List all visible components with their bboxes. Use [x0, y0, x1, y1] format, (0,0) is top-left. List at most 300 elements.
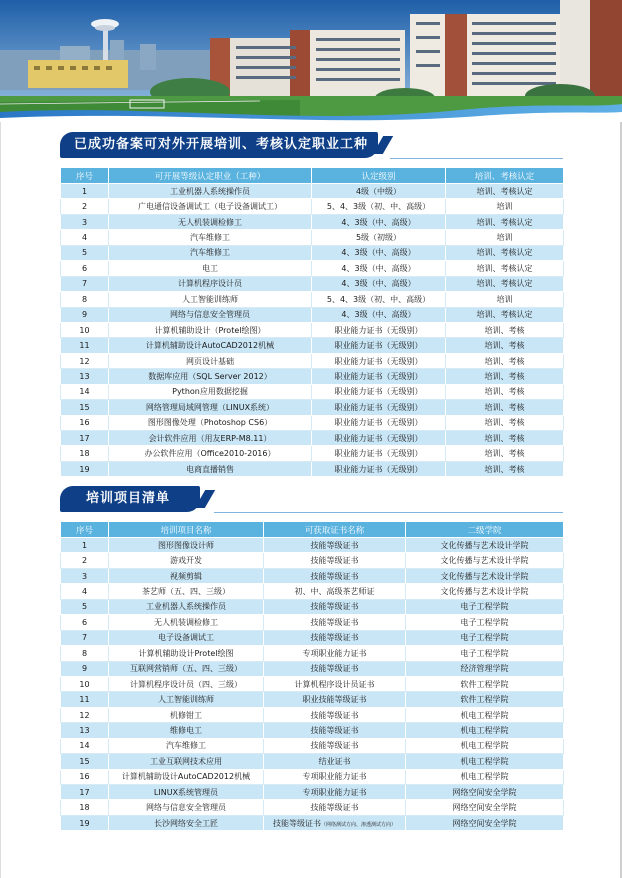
cell-text: 软件工程学院 — [460, 695, 509, 705]
cell-text: 职业能力证书（无级别） — [334, 464, 423, 474]
cell-text: 3 — [81, 571, 88, 581]
table-cell — [446, 199, 564, 214]
table-cell — [109, 400, 312, 415]
table-cell — [61, 292, 109, 307]
table-cell — [61, 785, 109, 800]
cell-text: 数据库应用（SQL Server 2012） — [148, 371, 272, 381]
section2-header — [60, 486, 210, 512]
table-row — [61, 707, 564, 722]
cell-text: 17 — [79, 433, 90, 443]
cell-text: 4、3级（中、高级） — [341, 248, 416, 258]
table-cell — [61, 692, 109, 707]
table-cell — [109, 461, 312, 476]
cell-text: 培训、考核 — [484, 371, 525, 381]
cell-text: 经济管理学院 — [460, 664, 509, 674]
table-cell — [61, 738, 109, 753]
table-cell — [61, 800, 109, 815]
col-header-certificate: 可获取证书名称 — [264, 522, 406, 538]
cell-text: 结业证书 — [318, 756, 351, 766]
table-cell — [109, 431, 312, 446]
section2-title: 培训项目清单 — [86, 491, 171, 506]
section1-header — [60, 132, 390, 158]
table-row — [61, 754, 564, 769]
cell-text: 10 — [79, 325, 90, 335]
cell-text: 5级（初级） — [355, 233, 402, 243]
table-row — [61, 553, 564, 568]
table-cell — [109, 338, 312, 353]
table-cell — [109, 584, 264, 599]
table-cell — [109, 568, 264, 583]
cell-text: 培训、考核认定 — [476, 310, 533, 320]
table-cell — [61, 369, 109, 384]
table-cell — [406, 599, 564, 614]
page-frame-left — [0, 122, 1, 878]
col-header-project: 培训项目名称 — [109, 522, 264, 538]
cell-text: 专项职业能力证书 — [302, 648, 367, 658]
cell-note: （网络测试方向、渗透测试方向） — [320, 821, 396, 828]
cell-text: 13 — [79, 725, 90, 735]
table-cell — [109, 723, 264, 738]
table-cell — [61, 723, 109, 738]
cell-text: 职业能力证书（无级别） — [334, 341, 423, 351]
table-cell — [61, 568, 109, 583]
cell-text: 游戏开发 — [170, 556, 202, 566]
cell-text: 培训、考核 — [484, 341, 525, 351]
table-row — [61, 199, 564, 214]
table-cell — [264, 692, 406, 707]
cell-text: 电子工程学院 — [460, 633, 509, 643]
cell-text: 机修钳工 — [170, 710, 202, 720]
cell-text: 7 — [81, 279, 88, 289]
cell-text: 18 — [79, 449, 90, 459]
cell-text: 17 — [79, 787, 90, 797]
cell-text: 职业技能等级证书 — [302, 695, 367, 705]
section1-title: 已成功备案可对外开展培训、考核认定职业工种 — [74, 137, 369, 152]
cell-text: 汽车维修工 — [166, 741, 206, 751]
table-cell — [109, 292, 312, 307]
col-header-certify: 培训、考核认定 — [446, 168, 564, 184]
table-cell — [406, 754, 564, 769]
cell-text: 机电工程学院 — [460, 772, 509, 782]
table-cell — [264, 754, 406, 769]
campus-photo-icon — [0, 0, 622, 122]
table-cell — [406, 568, 564, 583]
table-cell — [406, 538, 564, 553]
cell-text: 技能等级证书 — [310, 571, 359, 581]
table-row — [61, 261, 564, 276]
table-row — [61, 692, 564, 707]
training-table — [60, 521, 564, 831]
table-row — [61, 568, 564, 583]
cell-text: 电商直播销售 — [186, 464, 234, 474]
cell-text: 技能等级证书 — [310, 803, 359, 813]
cell-text: 16 — [79, 418, 90, 428]
cell-text: 茶艺师（五、四、三级） — [142, 587, 230, 597]
table-cell — [406, 738, 564, 753]
table-cell — [61, 707, 109, 722]
cell-text: 职业能力证书（无级别） — [334, 402, 423, 412]
cell-text: 电子工程学院 — [460, 602, 509, 612]
table-cell — [264, 707, 406, 722]
cell-text: 职业能力证书（无级别） — [334, 433, 423, 443]
cell-text: 6 — [81, 263, 88, 273]
table-cell — [312, 322, 446, 337]
table-cell — [109, 599, 264, 614]
cell-text: 技能等级证书 — [310, 725, 359, 735]
table-cell — [109, 245, 312, 260]
cell-text: 培训 — [496, 202, 513, 212]
cell-text: 4、3级（中、高级） — [341, 310, 416, 320]
cell-text: 培训、考核 — [484, 418, 525, 428]
table-cell — [406, 707, 564, 722]
table-cell — [406, 769, 564, 784]
table-cell — [109, 553, 264, 568]
table-cell — [446, 353, 564, 368]
cell-text: 培训、考核 — [484, 402, 525, 412]
cell-text: 工业互联网技术应用 — [150, 756, 222, 766]
table-cell — [446, 446, 564, 461]
cell-text: 技能等级证书 — [310, 602, 359, 612]
table-cell — [61, 553, 109, 568]
table-row — [61, 384, 564, 399]
cell-text: 培训、考核认定 — [476, 279, 533, 289]
table-cell — [264, 615, 406, 630]
table-cell — [264, 815, 406, 830]
cell-text: 电工 — [202, 263, 218, 273]
cell-text: 网络空间安全学院 — [452, 787, 517, 797]
cell-text: 技能等级证书 — [310, 540, 359, 550]
table-cell — [406, 815, 564, 830]
table-cell — [312, 461, 446, 476]
cell-text: 网络与信息安全管理员 — [146, 803, 226, 813]
table-row — [61, 599, 564, 614]
cell-text: 计算机程序设计员证书 — [294, 679, 375, 689]
table-cell — [109, 384, 312, 399]
table-cell — [312, 245, 446, 260]
table-cell — [109, 815, 264, 830]
cell-text: 视频剪辑 — [170, 571, 202, 581]
cell-text: 职业能力证书（无级别） — [334, 356, 423, 366]
cell-text: 专项职业能力证书 — [302, 787, 367, 797]
cell-text: 会计软件应用（用友ERP-M8.11） — [148, 433, 272, 443]
table-cell — [312, 369, 446, 384]
cell-text: 11 — [79, 341, 90, 351]
table-cell — [61, 199, 109, 214]
cell-text: 电子工程学院 — [460, 648, 509, 658]
table-row — [61, 415, 564, 430]
table-cell — [61, 630, 109, 645]
cell-text: 技能等级证书 — [310, 741, 359, 751]
cell-text: 职业能力证书（无级别） — [334, 449, 423, 459]
table-cell — [446, 384, 564, 399]
cell-text: 19 — [79, 818, 90, 828]
cell-text: 7 — [81, 633, 88, 643]
cell-text: 网络管理局域网管理（LINUX系统） — [145, 402, 275, 412]
table-cell — [61, 261, 109, 276]
cell-text: 14 — [79, 741, 90, 751]
table-row — [61, 538, 564, 553]
table-row — [61, 245, 564, 260]
cell-text: 机电工程学院 — [460, 756, 509, 766]
table-cell — [61, 646, 109, 661]
campus-photo-banner — [0, 0, 622, 122]
table-cell — [109, 446, 312, 461]
table-cell — [264, 646, 406, 661]
cell-text: Python应用数据挖掘 — [172, 387, 248, 397]
table-cell — [109, 692, 264, 707]
cell-text: 工业机器人系统操作员 — [146, 602, 226, 612]
table-cell — [312, 199, 446, 214]
cell-text: 无人机装调检修工 — [178, 217, 242, 227]
table-cell — [109, 199, 312, 214]
cell-text: 计算机程序设计员 — [178, 279, 242, 289]
col-header-no: 序号 — [61, 168, 109, 184]
table-cell — [61, 384, 109, 399]
table-cell — [61, 431, 109, 446]
table-row — [61, 615, 564, 630]
table-header-row — [61, 168, 564, 184]
table-cell — [446, 415, 564, 430]
table-cell — [446, 184, 564, 199]
table-cell — [61, 400, 109, 415]
table-header-row — [61, 522, 564, 538]
table-cell — [264, 568, 406, 583]
cell-text: 1 — [81, 540, 88, 550]
table-cell — [264, 538, 406, 553]
cell-text: 13 — [79, 371, 90, 381]
table-cell — [61, 615, 109, 630]
table-cell — [312, 276, 446, 291]
table-cell — [109, 276, 312, 291]
cell-text: 网络空间安全学院 — [452, 818, 517, 828]
table-cell — [109, 738, 264, 753]
table-row — [61, 292, 564, 307]
table-row — [61, 230, 564, 245]
table-cell — [264, 553, 406, 568]
cell-text: 8 — [81, 648, 88, 658]
cell-text: 计算机辅助设计Protel绘图 — [138, 648, 234, 658]
cell-text: 2 — [81, 202, 88, 212]
cell-text: 计算机辅助设计AutoCAD2012机械 — [121, 772, 251, 782]
table-cell — [109, 785, 264, 800]
cell-text: 12 — [79, 710, 90, 720]
cell-text: 5 — [81, 248, 88, 258]
table-cell — [264, 661, 406, 676]
section2-underline — [214, 512, 563, 513]
cell-text: 计算机辅助设计AutoCAD2012机械 — [145, 341, 275, 351]
table-cell — [446, 461, 564, 476]
cell-text: 9 — [81, 310, 88, 320]
cell-text: 1 — [81, 186, 88, 196]
cell-text: 软件工程学院 — [460, 679, 509, 689]
table-cell — [446, 431, 564, 446]
table-cell — [446, 307, 564, 322]
table-cell — [61, 307, 109, 322]
table-cell — [61, 815, 109, 830]
cell-text: 培训、考核 — [484, 464, 525, 474]
table-cell — [264, 676, 406, 691]
col-header-occupation: 可开展等级认定职业（工种） — [109, 168, 312, 184]
table-cell — [446, 369, 564, 384]
cell-text: 文化传播与艺术设计学院 — [440, 540, 529, 550]
table-cell — [406, 785, 564, 800]
table-cell — [446, 400, 564, 415]
table-cell — [109, 646, 264, 661]
table-cell — [61, 230, 109, 245]
table-cell — [109, 754, 264, 769]
table-cell — [264, 738, 406, 753]
table-cell — [61, 769, 109, 784]
table-cell — [109, 261, 312, 276]
table-cell — [406, 584, 564, 599]
cell-text: 网页设计基础 — [186, 356, 234, 366]
cell-text: 广电通信设备调试工（电子设备调试工） — [138, 202, 282, 212]
cell-text: 技能等级证书 — [272, 818, 321, 828]
table-row — [61, 184, 564, 199]
table-cell — [109, 661, 264, 676]
table-cell — [109, 214, 312, 229]
cell-text: 图形图像处理（Photoshop CS6） — [147, 418, 273, 428]
cell-text: 培训、考核 — [484, 433, 525, 443]
table-row — [61, 630, 564, 645]
table-cell — [109, 676, 264, 691]
cell-text: 培训、考核 — [484, 356, 525, 366]
section1-underline — [390, 158, 563, 159]
table-cell — [61, 322, 109, 337]
table-row — [61, 738, 564, 753]
table-cell — [61, 538, 109, 553]
table-cell — [61, 415, 109, 430]
table-row — [61, 214, 564, 229]
cell-text: 6 — [81, 617, 88, 627]
table-cell — [312, 400, 446, 415]
table-cell — [312, 384, 446, 399]
table-cell — [406, 800, 564, 815]
cell-text: 15 — [79, 402, 90, 412]
cell-text: 培训、考核认定 — [476, 263, 533, 273]
table-row — [61, 353, 564, 368]
cell-text: 无人机装调检修工 — [154, 617, 218, 627]
cell-text: 4、3级（中、高级） — [341, 279, 416, 289]
table-cell — [446, 230, 564, 245]
table-cell — [61, 338, 109, 353]
cell-text: 培训、考核认定 — [476, 217, 533, 227]
table-cell — [109, 230, 312, 245]
cell-text: 培训、考核认定 — [476, 248, 533, 258]
cell-text: 人工智能训练师 — [158, 695, 214, 705]
table-cell — [61, 461, 109, 476]
cell-text: 技能等级证书 — [310, 617, 359, 627]
table-cell — [406, 646, 564, 661]
cell-text: 4 — [81, 233, 88, 243]
cell-text: 职业能力证书（无级别） — [334, 418, 423, 428]
table-cell — [312, 338, 446, 353]
cell-text: 文化传播与艺术设计学院 — [440, 556, 529, 566]
table-cell — [312, 184, 446, 199]
table-row — [61, 815, 564, 830]
cell-text: 文化传播与艺术设计学院 — [440, 571, 529, 581]
table-cell — [109, 322, 312, 337]
table-row — [61, 800, 564, 815]
col-header-level: 认定级别 — [312, 168, 446, 184]
table-row — [61, 661, 564, 676]
cell-text: 15 — [79, 756, 90, 766]
table-row — [61, 584, 564, 599]
table-cell — [312, 431, 446, 446]
cell-text: 3 — [81, 217, 88, 227]
cell-text: 机电工程学院 — [460, 710, 509, 720]
table-row — [61, 769, 564, 784]
table-row — [61, 431, 564, 446]
table-cell — [61, 353, 109, 368]
table-cell — [109, 800, 264, 815]
table-cell — [61, 245, 109, 260]
table-row — [61, 307, 564, 322]
table-cell — [446, 338, 564, 353]
cell-text: 培训、考核 — [484, 325, 525, 335]
cell-text: 机电工程学院 — [460, 741, 509, 751]
cell-text: 专项职业能力证书 — [302, 772, 367, 782]
table-cell — [406, 630, 564, 645]
cell-text: 技能等级证书 — [310, 710, 359, 720]
table-row — [61, 446, 564, 461]
cell-text: 培训、考核认定 — [476, 186, 533, 196]
table-row — [61, 646, 564, 661]
cell-text: 长沙网络安全工匠 — [154, 818, 218, 828]
table-cell — [312, 415, 446, 430]
table-cell — [264, 584, 406, 599]
cell-text: 技能等级证书 — [310, 633, 359, 643]
table-cell — [109, 415, 312, 430]
cell-text: 18 — [79, 803, 90, 813]
cell-text: 4、3级（中、高级） — [341, 217, 416, 227]
table-cell — [61, 754, 109, 769]
table-cell — [109, 369, 312, 384]
cell-text: 培训、考核 — [484, 449, 525, 459]
cell-text: 文化传播与艺术设计学院 — [440, 587, 529, 597]
cell-text: 维修电工 — [170, 725, 202, 735]
cell-text: 互联网营销师（五、四、三级） — [130, 664, 242, 674]
table-row — [61, 322, 564, 337]
cell-text: 办公软件应用（Office2010-2016） — [144, 449, 276, 459]
cell-text: 16 — [79, 772, 90, 782]
table-cell — [109, 769, 264, 784]
table-cell — [264, 785, 406, 800]
cell-text: 19 — [79, 464, 90, 474]
table-cell — [406, 692, 564, 707]
table-row — [61, 723, 564, 738]
certification-table — [60, 167, 564, 477]
cell-text: 工业机器人系统操作员 — [170, 186, 250, 196]
table-row — [61, 785, 564, 800]
table-cell — [109, 353, 312, 368]
table-row — [61, 461, 564, 476]
table-cell — [109, 615, 264, 630]
cell-text: 5、4、3级（初、中、高级） — [326, 202, 431, 212]
cell-text: 电子设备调试工 — [158, 633, 214, 643]
table-row — [61, 400, 564, 415]
cell-text: 汽车维修工 — [190, 233, 230, 243]
cell-text: 计算机辅助设计（Protel绘图） — [154, 325, 266, 335]
table-row — [61, 276, 564, 291]
table-cell — [109, 630, 264, 645]
table-cell — [446, 276, 564, 291]
table-cell — [61, 661, 109, 676]
cell-text: 4 — [81, 587, 88, 597]
cell-text: 5、4、3级（初、中、高级） — [326, 294, 431, 304]
table-cell — [264, 800, 406, 815]
cell-text: 网络空间安全学院 — [452, 803, 517, 813]
